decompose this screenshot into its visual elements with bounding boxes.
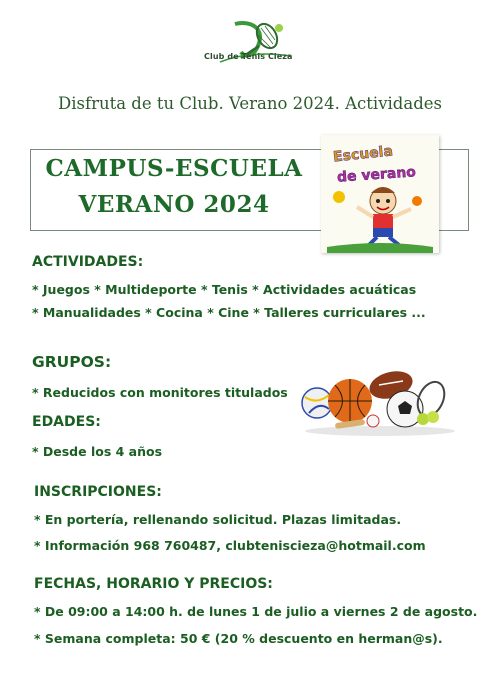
logo-text: Club de Tenis Cieza (204, 52, 293, 61)
actividades-line2: * Manualidades * Cocina * Cine * Talleres curriculares ... (32, 305, 426, 320)
fechas-line2: * Semana completa: 50 € (20 % descuento en herman@s). (34, 631, 443, 646)
escuela-text: Escuela (332, 143, 394, 166)
actividades-line1: * Juegos * Multideporte * Tenis * Actividades acuáticas (32, 282, 417, 297)
inscripciones-line2: * Información 968 760487, clubteniscieza@hotmail.com (34, 538, 426, 553)
actividades-heading: ACTIVIDADES: (32, 254, 144, 270)
hero-title-line1: CAMPUS-ESCUELA (45, 155, 303, 182)
de-verano-text: de verano (336, 164, 417, 186)
escuela-de-verano-illustration (321, 135, 439, 253)
grupos-heading: GRUPOS: (32, 353, 112, 371)
tennis-racket-logo-icon (205, 18, 305, 70)
hero-title-line2: VERANO 2024 (78, 191, 270, 218)
grupos-line1: * Reducidos con monitores titulados (32, 385, 288, 400)
fechas-line1: * De 09:00 a 14:00 h. de lunes 1 de julio a viernes 2 de agosto. (34, 604, 478, 619)
inscripciones-heading: INSCRIPCIONES: (34, 484, 162, 500)
sports-balls-illustration (295, 365, 455, 437)
fechas-heading: FECHAS, HORARIO Y PRECIOS: (34, 576, 273, 592)
edades-line1: * Desde los 4 años (32, 444, 163, 459)
edades-heading: EDADES: (32, 414, 101, 430)
tagline: Disfruta de tu Club. Verano 2024. Actividades (58, 94, 442, 113)
inscripciones-line1: * En portería, rellenando solicitud. Plazas limitadas. (34, 512, 402, 527)
